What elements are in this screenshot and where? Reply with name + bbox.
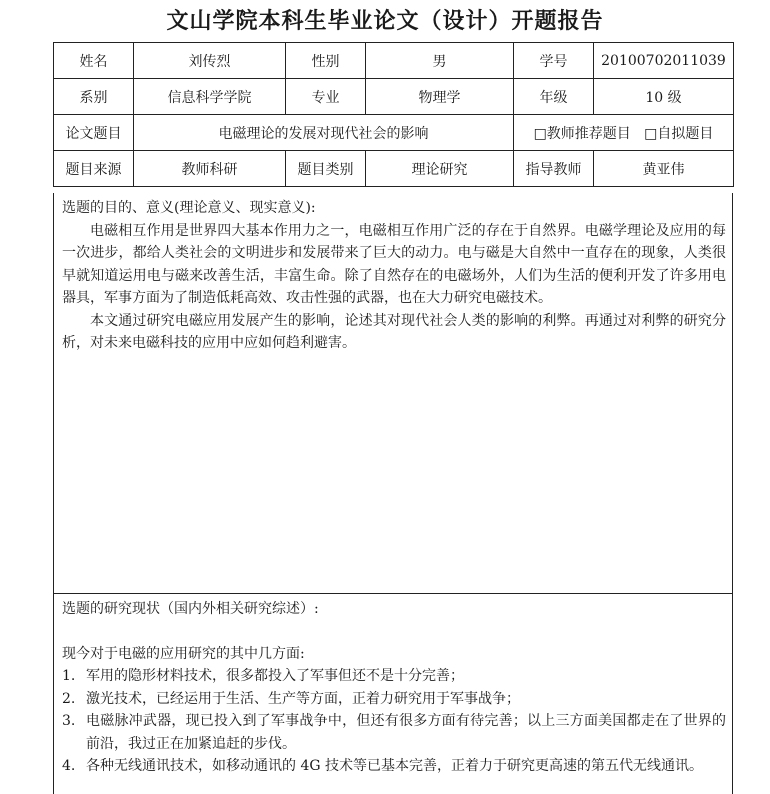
topic-label: 论文题目 (54, 115, 134, 151)
table-row (54, 151, 734, 187)
document-title: 文山学院本科生毕业论文（设计）开题报告 (166, 9, 604, 34)
dept-value: 信息科学学院 (134, 79, 286, 115)
topic-value: 电磁理论的发展对现代社会的影响 (134, 115, 514, 151)
advisor-label: 指导教师 (514, 151, 594, 187)
teacher-recommended-checkbox[interactable]: □教师推荐题目 (533, 125, 631, 142)
grade-label: 年级 (514, 79, 594, 115)
list-item: 3. 电磁脉冲武器，现已投入到了军事战争中，但还有很多方面有待完善；以上三方面美国都走在了世界的前沿，我过正在加紧追赶的步伐。 (62, 713, 726, 752)
student-id-value: 20100702011039 (594, 43, 734, 79)
topic-options (514, 115, 734, 151)
grade-value: 10 级 (594, 79, 734, 115)
info-table (53, 42, 734, 187)
name-label: 姓名 (54, 43, 134, 79)
research-list (62, 665, 726, 778)
source-value: 教师科研 (134, 151, 286, 187)
advisor-value: 黄亚伟 (594, 151, 734, 187)
research-status-section (53, 594, 733, 794)
list-item: 4. 各种无线通讯技术，如移动通讯的 4G 技术等已基本完善，正着力于研究更高速的第五代无线通讯。 (62, 758, 703, 774)
self-proposed-checkbox[interactable]: □自拟题目 (644, 125, 714, 142)
student-id-label: 学号 (514, 43, 594, 79)
purpose-paragraph-1: 电磁相互作用是世界四大基本作用力之一，电磁相互作用广泛的存在于自然界。电磁学理论及应用的每一次进步，都给人类社会的文明进步和发展带来了巨大的动力。电与磁是大自然中一直存在的现象，人类很早就知道运用电与磁来改善生活，丰富生命。除了自然存在的电磁场外，人们为生活的便利开发了许多用电器具，军事方面为了制造低耗高效、攻击性强的武器，也在大力研究电磁技术。 (62, 222, 726, 306)
table-row (54, 43, 734, 79)
purpose-paragraph-2: 本文通过研究电磁应用发展产生的影响，论述其对现代社会人类的影响的利弊。再通过对利弊的研究分析，对未来电磁科技的应用中应如何趋利避害。 (62, 312, 726, 351)
purpose-section (53, 193, 733, 594)
list-item: 2. 激光技术，已经运用于生活、生产等方面，正着力研究用于军事战争； (62, 690, 520, 707)
major-value: 物理学 (366, 79, 514, 115)
type-label: 题目类别 (286, 151, 366, 187)
table-row (54, 79, 734, 115)
research-status-intro: 现今对于电磁的应用研究的其中几方面: (62, 645, 305, 662)
name-value: 刘传烈 (134, 43, 286, 79)
list-item: 1. 军用的隐形材料技术，很多都投入了军事但还不是十分完善； (62, 668, 464, 684)
dept-label: 系别 (54, 79, 134, 115)
gender-label: 性别 (286, 43, 366, 79)
type-value: 理论研究 (366, 151, 514, 187)
table-row (54, 115, 734, 151)
purpose-heading: 选题的目的、意义(理论意义、现实意义): (62, 200, 316, 216)
source-label: 题目来源 (54, 151, 134, 187)
gender-value: 男 (366, 43, 514, 79)
major-label: 专业 (286, 79, 366, 115)
research-status-heading: 选题的研究现状（国内外相关研究综述）: (62, 601, 319, 617)
